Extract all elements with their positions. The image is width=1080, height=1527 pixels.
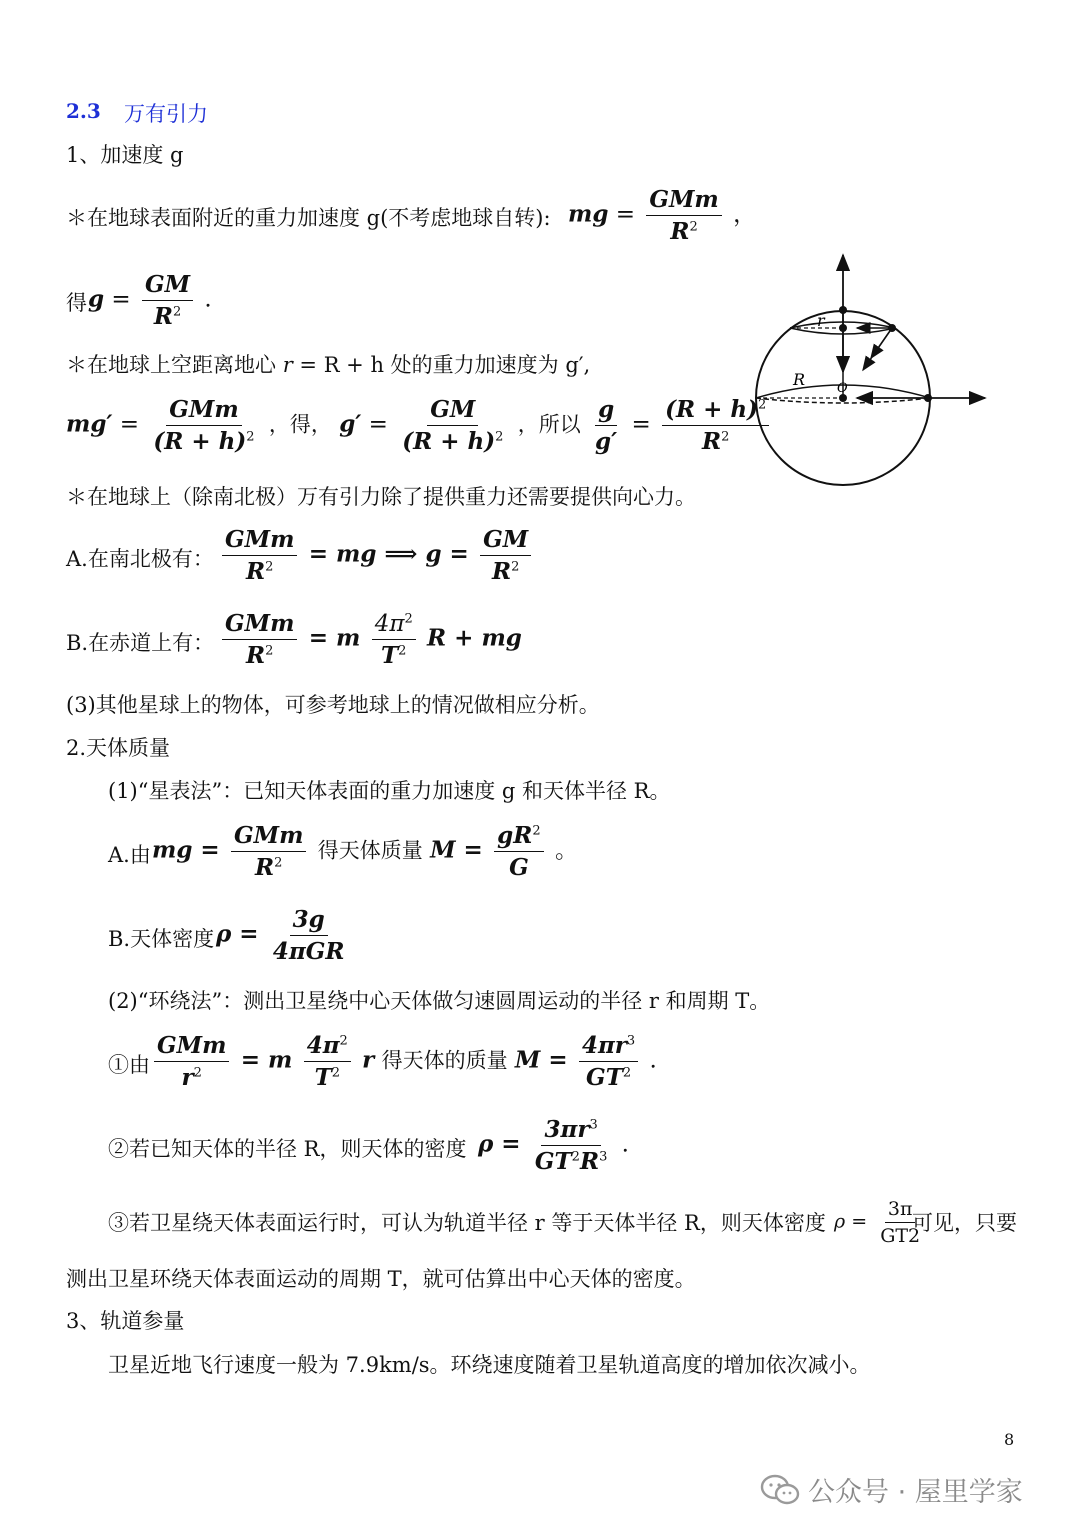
eqb-mid: = m xyxy=(308,624,361,652)
eq-mass-orbit xyxy=(150,1032,657,1091)
eqc1-mid: = m xyxy=(240,1046,293,1074)
pole-point xyxy=(839,306,847,314)
rotation-text: ＊在地球上（除南北极）万有引力除了提供重力还需要提供向心力。 xyxy=(66,485,696,509)
a2-label: A.由 xyxy=(108,843,151,867)
eqc1-lhs3: M = xyxy=(514,1046,568,1074)
eq3-sep2: ，所以 xyxy=(517,412,581,437)
eqc1-text: 得天体的质量 xyxy=(381,1048,508,1073)
eq-height: mg′ = $\frac{\text{GMm}}{(R + h)^2}$ ，得， g′ = $\frac{GM}{(R + h)^2}$ ，所以 $\frac{g}{g'}$ = $\frac{(R + h)^2}{R^2}$ xyxy=(66,396,773,455)
eq1-eq: = xyxy=(615,201,636,228)
eq1-tail: ， xyxy=(733,201,757,228)
eqc1-r: r xyxy=(362,1046,375,1074)
eq3-b-den: (R + h) xyxy=(402,428,496,455)
eq3-d-den-exp: 2 xyxy=(721,429,730,445)
equator-label: B.在赤道上有： xyxy=(66,631,215,655)
eqc1-num2: 4π xyxy=(306,1032,340,1059)
eqc1-den: r xyxy=(181,1064,194,1091)
eq-equator xyxy=(218,610,522,669)
diagram-label-r: r xyxy=(817,311,825,330)
eqc3-lhs: ρ = xyxy=(834,1210,868,1233)
eq3-a-exp: 2 xyxy=(246,429,255,445)
height-text: ＊在地球上空距离地心 xyxy=(66,353,276,377)
eqb-den: R xyxy=(246,642,266,669)
diagram-label-O: O xyxy=(837,381,848,396)
eq1-exp: 2 xyxy=(689,219,698,235)
eqc1-den2-exp: 2 xyxy=(331,1065,340,1081)
eqa2-num: GMm xyxy=(231,822,306,852)
eqb-num2-exp: 2 xyxy=(404,610,413,626)
c1-label: ①由 xyxy=(108,1053,150,1077)
eqc1-den3-exp: 2 xyxy=(622,1065,632,1081)
eq-poles xyxy=(218,526,535,585)
wechat-icon xyxy=(760,1473,800,1507)
eqa2-num2-exp: 2 xyxy=(532,823,541,839)
eqc2-den-b-exp: 3 xyxy=(599,1149,608,1165)
eq3-c-num: g xyxy=(595,396,617,426)
b2-label: B.天体密度 xyxy=(108,927,215,951)
eqc2-den-exp: 2 xyxy=(571,1149,580,1165)
poles-label: A.在南北极有： xyxy=(66,547,214,571)
eqc1-num2-exp: 2 xyxy=(339,1033,348,1049)
eq1-num: GMm xyxy=(646,186,721,216)
eqc1-exp: 2 xyxy=(193,1065,202,1081)
equator-point xyxy=(924,394,932,402)
eq3-a-num: GMm xyxy=(166,396,241,426)
eqb2-lhs: ρ = xyxy=(216,920,259,948)
lat-center-point xyxy=(839,324,847,332)
eq2-num: GM xyxy=(142,271,193,301)
eqa2-mid: 得天体质量 xyxy=(317,838,423,863)
eq3-d-num: (R + h) xyxy=(665,396,758,423)
eqb2-num: 3g xyxy=(290,906,328,936)
eq3-d-den: R xyxy=(701,428,722,455)
eqa-num2: GM xyxy=(480,526,531,556)
eq2-den: R xyxy=(153,303,173,330)
c2-label: ②若已知天体的半径 R，则天体的密度 xyxy=(108,1137,467,1161)
eq3-d-exp: 2 xyxy=(758,397,767,413)
eq3-a-lhs: mg′ xyxy=(66,410,113,438)
eq3-b-lhs: g′ xyxy=(339,410,362,438)
section-number: 2.3 xyxy=(66,99,101,123)
eqa2-tail: 。 xyxy=(554,837,578,864)
eqa2-den2: G xyxy=(509,854,529,881)
eqa2-exp: 2 xyxy=(274,855,283,871)
heading-orbit-params: 3、轨道参量 xyxy=(66,1309,185,1333)
eqa2-lhs: mg = xyxy=(152,836,220,864)
velocity-text: 卫星近地飞行速度一般为 7.9km/s。环绕速度随着卫星轨道高度的增加依次减小。 xyxy=(108,1353,871,1377)
height-line xyxy=(66,352,590,378)
eqb-num2: 4π xyxy=(374,610,405,637)
eqa2-den: R xyxy=(255,854,275,881)
de-label: 得 xyxy=(66,291,87,315)
eqa2-lhs2: M = xyxy=(430,836,483,864)
eq3-b-exp: 2 xyxy=(495,429,504,445)
eqc1-num3-exp: 3 xyxy=(626,1033,636,1049)
eq3-sep1: ，得， xyxy=(268,412,332,437)
eqc1-tail: . xyxy=(649,1047,657,1074)
eqa2-num2: gR xyxy=(497,822,533,849)
footer-text: 公众号 · 屋里学家 xyxy=(808,1477,1023,1508)
eq-mg-surface xyxy=(568,186,756,245)
eq2-tail: . xyxy=(204,286,212,313)
height-var: r xyxy=(282,353,293,377)
eqa-exp: 2 xyxy=(265,559,274,575)
height-rest: = R + h 处的重力加速度为 g′, xyxy=(299,353,591,377)
diagram-label-R: R xyxy=(793,370,806,389)
eqb-num: GMm xyxy=(222,610,297,640)
orbit-method-text: (2)“环绕法”：测出卫星绕中心天体做匀速圆周运动的半径 r 和周期 T。 xyxy=(108,989,771,1013)
eq1-den: R xyxy=(670,218,690,245)
eqa-num: GMm xyxy=(222,526,297,556)
eq-mass-surface xyxy=(152,822,578,881)
eqb2-den: 4πGR xyxy=(272,938,345,965)
c3-text-b: 可见，只要 xyxy=(912,1211,1017,1235)
eqc2-num-exp: 3 xyxy=(589,1117,598,1133)
lat-surface-point xyxy=(888,324,896,332)
eqc1-den3: GT xyxy=(586,1064,623,1091)
c3-text-c: 测出卫星环绕天体表面运动的周期 T，就可估算出中心天体的密度。 xyxy=(66,1267,696,1291)
c3-text-a: ③若卫星绕天体表面运行时，可认为轨道半径 r 等于天体半径 R，则天体密度 xyxy=(108,1211,826,1235)
section-title: 万有引力 xyxy=(124,102,208,126)
eq-g: g = $\frac{GM}{R^2}$ . xyxy=(88,271,212,330)
heading-mass: 2.天体质量 xyxy=(66,736,171,760)
footer-watermark xyxy=(760,1470,1023,1509)
eqc3-num: 3π xyxy=(885,1198,916,1223)
page-number: 8 xyxy=(1004,1430,1015,1449)
eq-density-surface xyxy=(216,906,352,965)
eqb-den2-exp: 2 xyxy=(398,642,407,658)
eqa-den: R xyxy=(246,558,266,585)
eq3-a-den: (R + h) xyxy=(153,428,247,455)
eqa-den2: R xyxy=(491,558,512,585)
eqb-tail: R + mg xyxy=(427,624,522,652)
eq3-b-num: GM xyxy=(427,396,478,426)
eqc2-lhs: ρ = xyxy=(478,1130,521,1158)
eqc1-den2: T xyxy=(314,1064,332,1091)
eqc2-den: GT xyxy=(534,1148,572,1175)
eqc2-den-b: R xyxy=(579,1148,600,1175)
eqa-mid: = mg ⟹ g = xyxy=(308,540,469,568)
eqc3-den: GT2 xyxy=(880,1225,921,1247)
eq2-exp: 2 xyxy=(172,304,182,320)
eqa-exp2: 2 xyxy=(511,559,520,575)
eqb-exp: 2 xyxy=(265,643,274,659)
eq1-lhs: mg xyxy=(568,200,609,228)
earth-gravity-diagram xyxy=(745,250,995,495)
eqc2-num: 3πr xyxy=(544,1116,590,1143)
other-planets-text: (3)其他星球上的物体，可参考地球上的情况做相应分析。 xyxy=(66,693,600,717)
eqc1-num: GMm xyxy=(154,1032,229,1062)
eqc2-tail: . xyxy=(621,1131,629,1158)
surface-gravity-text: ＊在地球表面附近的重力加速度 g(不考虑地球自转): xyxy=(66,206,551,230)
eq3-c-den: g′ xyxy=(595,428,618,455)
eq2-lhs: g xyxy=(88,285,105,313)
eqb-den2: T xyxy=(381,641,399,669)
eqc1-num3: 4πr xyxy=(581,1032,627,1059)
eq-density-orbit xyxy=(478,1116,629,1175)
surface-method-text: (1)“星表法”：已知天体表面的重力加速度 g 和天体半径 R。 xyxy=(108,779,671,803)
heading-acceleration: 1、加速度 g xyxy=(66,143,184,167)
